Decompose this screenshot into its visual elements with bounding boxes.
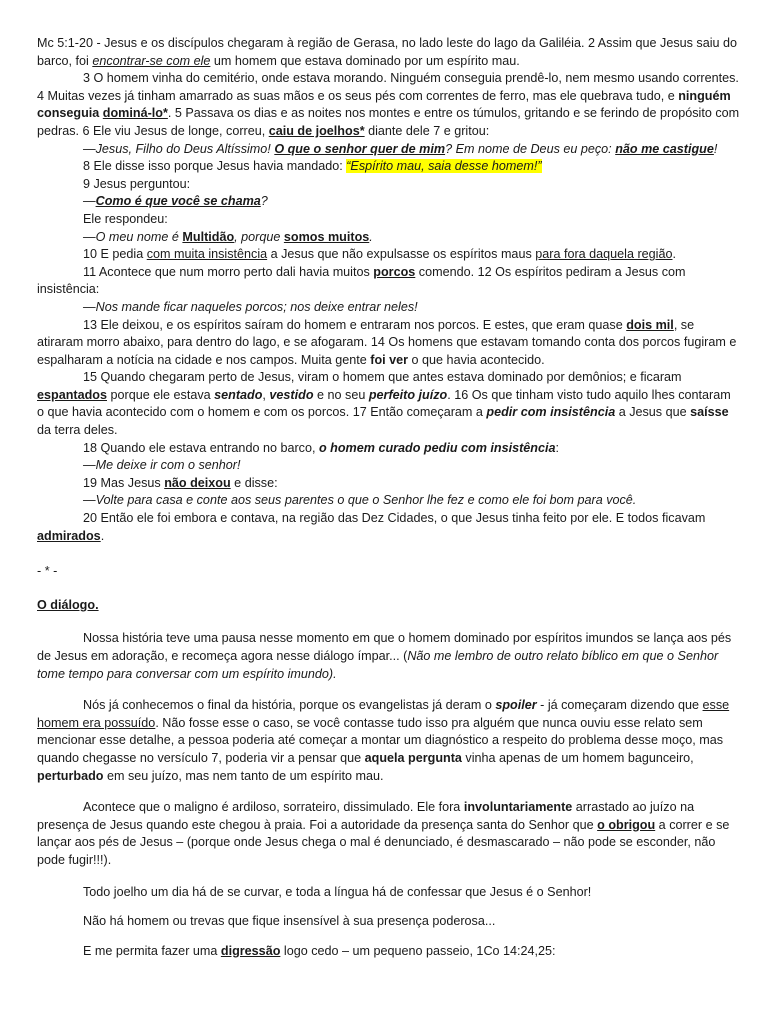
paragraph-6 xyxy=(37,943,741,961)
text: não me castigue xyxy=(615,141,714,156)
text: Multidão xyxy=(182,229,235,244)
text: a correr e se lançar aos pés de Jesus – (porque onde Jesus chega o mal é denunciado, é desmascarado – não pode se esconder, não pode fugir!!!). xyxy=(37,817,730,867)
verse-3-7 xyxy=(37,70,741,140)
text: —Volte para casa e conte aos seus parentes o que o Senhor lhe fez e como ele foi bom para você. xyxy=(83,493,637,508)
text: spoiler xyxy=(495,698,537,713)
paragraph-5: Não há homem ou trevas que fique insensível à sua presença poderosa... xyxy=(83,914,496,929)
text: com muita insistência xyxy=(146,247,268,262)
text: ? xyxy=(260,194,268,209)
text: 10 E pedia xyxy=(83,247,147,262)
text: Como é que você se chama xyxy=(95,194,261,209)
text: 18 Quando ele estava entrando no barco, xyxy=(83,440,319,455)
text: a Jesus que não expulsasse os espíritos maus xyxy=(267,247,536,262)
text: , xyxy=(262,387,270,402)
text: o que havia acontecido. xyxy=(408,352,545,367)
text: Acontece que o maligno é ardiloso, sorrateiro, dissimulado. Ele fora xyxy=(83,800,464,815)
text: foi ver xyxy=(370,352,409,367)
text: porcos xyxy=(373,264,416,279)
text: . xyxy=(672,247,676,262)
verse-10 xyxy=(37,246,741,264)
verse-20 xyxy=(37,510,741,545)
text: O diálogo. xyxy=(37,597,99,612)
text: 20 Então ele foi embora e contava, na região das Dez Cidades, o que Jesus tinha feito por ele. E todos ficavam xyxy=(83,511,706,526)
text: . Não fosse esse o caso, se você contasse tudo isso pra alguém que nunca ouviu esse relato sem mencionar esse detalhe, a pessoa poderia até começar a montar um diagnóstico a respeito do problema desse moço, mas quando chegasse no versículo 7, poderia vir a pensar que xyxy=(37,715,724,765)
text: encontrar-se com ele xyxy=(92,53,211,68)
verse-12-speech xyxy=(37,299,741,317)
paragraph-1 xyxy=(37,630,741,683)
text: Nós já conhecemos o final da história, porque os evangelistas já deram o xyxy=(83,698,496,713)
verse-7-speech xyxy=(37,141,741,159)
paragraph-4: Todo joelho um dia há de se curvar, e toda a língua há de confessar que Jesus é o Senhor! xyxy=(83,884,592,899)
text: 13 Ele deixou, e os espíritos saíram do homem e entraram nos porcos. E estes, que eram quase xyxy=(83,317,627,332)
verse-15-17 xyxy=(37,369,741,439)
text: saísse xyxy=(690,405,729,420)
text: dois mil xyxy=(626,317,674,332)
document-page xyxy=(37,35,741,960)
section-heading xyxy=(37,597,741,615)
text: espantados xyxy=(37,387,107,402)
text: admirados xyxy=(37,528,101,543)
text: 11 Acontece que num morro perto dali havia muitos xyxy=(83,264,374,279)
text: O que o senhor quer de mim xyxy=(274,141,446,156)
text: —Jesus, Filho do Deus Altíssimo! xyxy=(83,141,275,156)
verse-19-speech xyxy=(37,492,741,510)
text: , se atiraram morro abaixo, para dentro do lago, e se afogaram. 14 Os homens que estavam tomando conta dos porcos fugiram e espalharam a notícia na cidade e nos campos. Muita gente xyxy=(37,317,737,367)
text: para fora daquela região xyxy=(535,247,673,262)
text: E me permita fazer uma xyxy=(83,943,221,958)
text: Mc 5:1-20 - Jesus e os discípulos chegaram à região de Gerasa, no lado leste do lago da Galiléia. 2 Assim que Jesus saiu do barco, foi xyxy=(37,36,738,68)
verse-9: 9 Jesus perguntou: xyxy=(83,176,191,191)
text: um homem que estava dominado por um espírito mau. xyxy=(210,53,520,68)
text: e no seu xyxy=(313,387,369,402)
text: —Nos mande ficar naqueles porcos; nos deixe entrar neles! xyxy=(83,299,418,314)
text: arrastado ao juízo na presença de Jesus quando este chegou à praia. Foi a autoridade da presença santa do Senhor que xyxy=(37,800,695,832)
text: o homem curado pediu com insistência xyxy=(318,440,556,455)
text: porque ele estava xyxy=(107,387,215,402)
verse-8 xyxy=(37,158,741,176)
text: dominá-lo* xyxy=(102,106,168,121)
text: — xyxy=(83,194,96,209)
text: 8 Ele disse isso porque Jesus havia mandado: xyxy=(83,159,347,174)
text: perfeito juízo xyxy=(368,387,448,402)
text: da terra deles. xyxy=(37,423,118,438)
text: . 16 Os que tinham visto tudo aquilo lhes contaram o que havia acontecido com o homem e com os porcos. 17 Então começaram a xyxy=(37,387,731,420)
text: aquela pergunta xyxy=(364,750,462,765)
text: involuntariamente xyxy=(463,800,573,815)
text: , porque xyxy=(234,229,284,244)
text: caiu de joelhos* xyxy=(268,123,365,138)
text: Não me lembro de outro relato bíblico em que o Senhor tome tempo para conversar com um espírito imundo). xyxy=(37,649,719,681)
text: esse homem era possuído xyxy=(37,698,730,730)
text: comendo. 12 Os espíritos pediram a Jesus com insistência: xyxy=(37,264,686,297)
text: a Jesus que xyxy=(615,405,691,420)
text: Nossa história teve uma pausa nesse momento em que o homem dominado por espíritos imundos se lança aos pés de Jesus em adoração, e recomeça agora nesse diálogo ímpar... ( xyxy=(37,631,732,663)
separator: - * - xyxy=(37,564,58,579)
verse-18-speech xyxy=(37,457,741,475)
text: logo cedo – um pequeno passeio, 1Co 14:24,25: xyxy=(280,943,556,958)
verse-1-2 xyxy=(37,35,741,70)
text: perturbado xyxy=(37,768,104,783)
response-intro: Ele respondeu: xyxy=(83,211,168,226)
text: : xyxy=(555,440,560,455)
text: 3 O homem vinha do cemitério, onde estava morando. Ninguém conseguia prendê-lo, nem mesmo usando correntes. 4 Muitas vezes já tinham amarrado as suas mãos e os seus pés com correntes de ferro, mas ele quebrava tudo, e xyxy=(37,71,739,103)
text: 19 Mas Jesus xyxy=(83,475,165,490)
verse-13-14 xyxy=(37,317,741,370)
text: em seu juízo, mas nem tanto de um espírito mau. xyxy=(103,768,384,783)
text: ninguém conseguia xyxy=(37,88,731,121)
paragraph-2 xyxy=(37,697,741,785)
text: o obrigou xyxy=(597,817,656,832)
response-speech xyxy=(37,229,741,247)
text: ? Em nome de Deus eu peço: xyxy=(445,141,616,156)
text: diante dele 7 e gritou: xyxy=(364,123,490,138)
text: e disse: xyxy=(230,475,278,490)
text: não deixou xyxy=(164,475,231,490)
highlighted-quote: “Espírito mau, saia desse homem!” xyxy=(346,159,542,174)
text: —Me deixe ir com o senhor! xyxy=(83,458,241,473)
verse-18 xyxy=(37,440,741,458)
verse-9-question xyxy=(37,193,741,211)
text: ! xyxy=(713,141,718,156)
text: . xyxy=(369,229,373,244)
text: vestido xyxy=(269,387,314,402)
verse-19 xyxy=(37,475,741,493)
text: somos muitos xyxy=(283,229,370,244)
text: vinha apenas de um homem bagunceiro, xyxy=(461,750,694,765)
paragraph-3 xyxy=(37,799,741,869)
text: . xyxy=(100,528,105,543)
text: digressão xyxy=(220,943,281,958)
text: —O meu nome é xyxy=(83,229,183,244)
text: - já começaram dizendo que xyxy=(536,698,703,713)
verse-11-12 xyxy=(37,264,741,299)
text: pedir com insistência xyxy=(486,405,616,420)
text: 15 Quando chegaram perto de Jesus, viram o homem que antes estava dominado por demônios; e ficaram xyxy=(83,370,682,385)
text: . 5 Passava os dias e as noites nos montes e entre os túmulos, gritando e se ferindo de propósito com pedras. 6 Ele viu Jesus de longe, correu, xyxy=(37,106,740,138)
text: sentado xyxy=(214,387,263,402)
